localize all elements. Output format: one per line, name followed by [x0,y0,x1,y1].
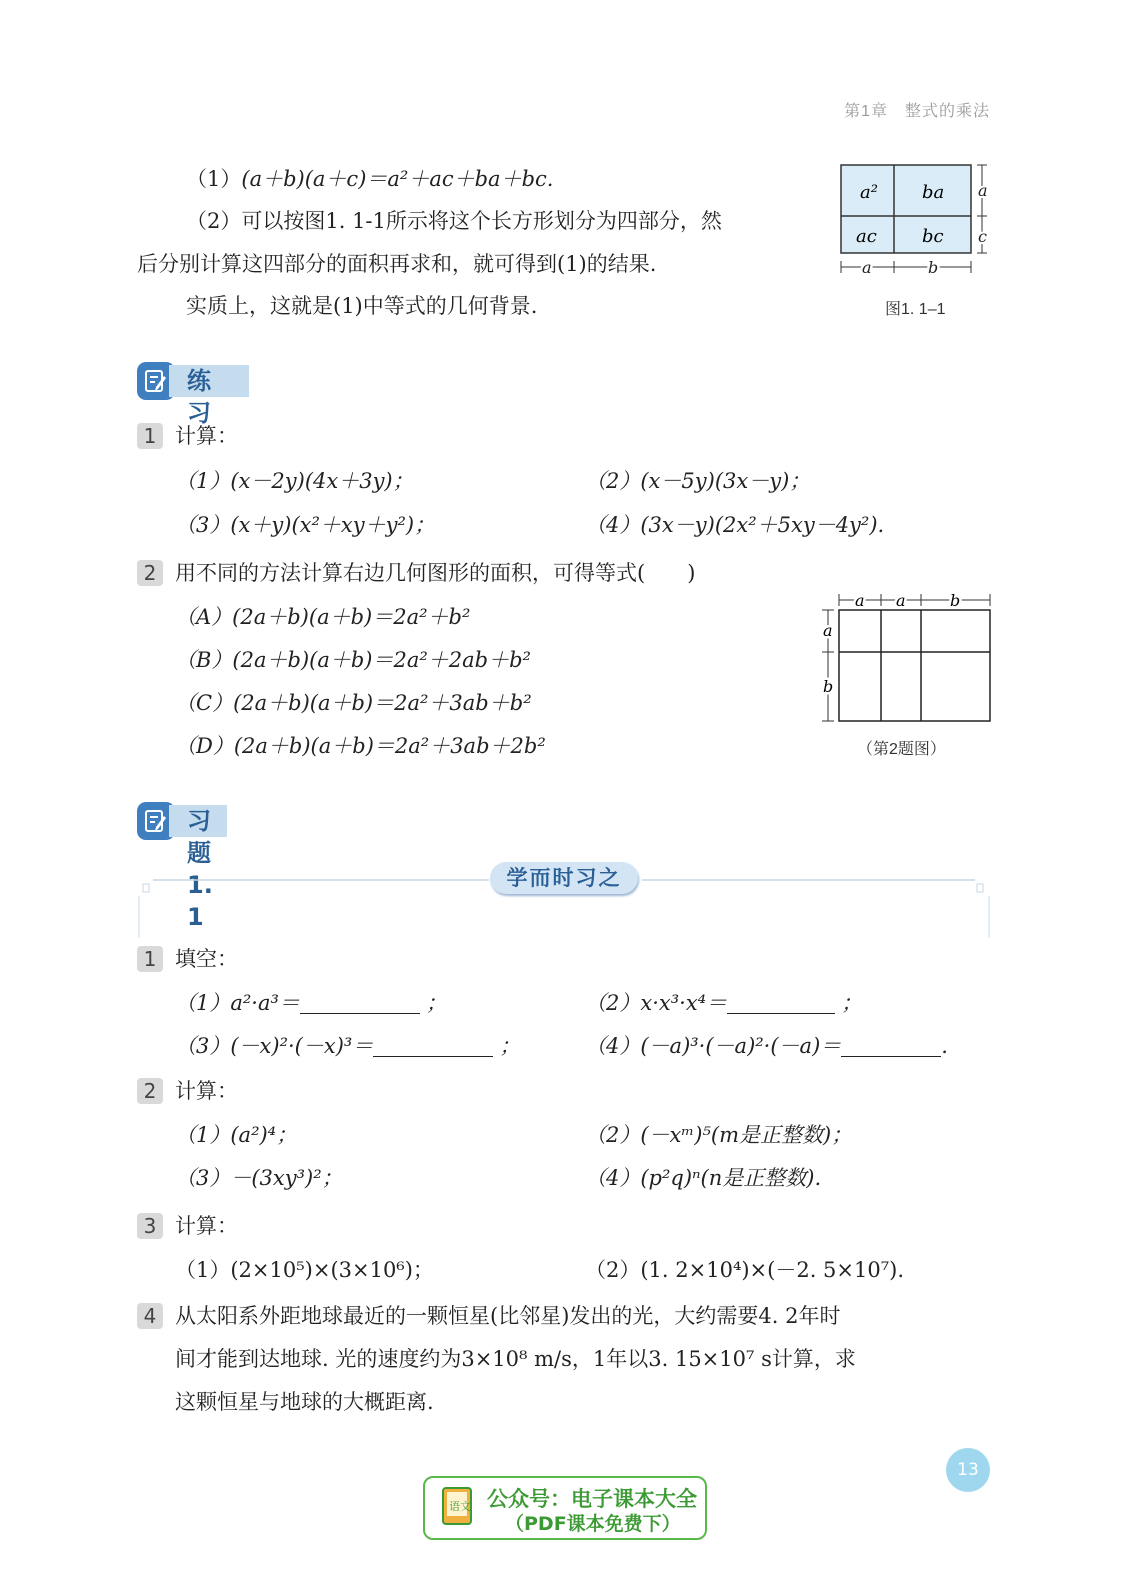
q2-dim-top-a2: a [896,591,906,610]
exercise-q2-item-2: （2）(－xᵐ)⁵(m是正整数)； [585,1123,853,1147]
watermark-line-1: 公众号：电子课本大全 [487,1487,697,1511]
dim-left-c: c [978,227,987,246]
fill-item-1-end: ； [425,991,447,1015]
exercise-q2-item-1: （1）(a²)⁴； [175,1123,298,1147]
exercise-q1-item-3 [175,1031,520,1061]
practice-q1-item-3: （3）(x＋y)(x²＋xy＋y²)； [175,513,436,537]
exercise-q1-prompt: 填空： [175,947,238,971]
figure-q2-caption: （第2题图） [857,741,946,758]
answer-blank-4[interactable] [841,1032,941,1057]
fill-item-3-end: ； [499,1034,521,1058]
intro-line-3: 后分别计算这四部分的面积再求和，就可得到(1)的结果. [137,252,657,276]
practice-q2-prompt: 用不同的方法计算右边几何图形的面积，可得等式( ) [175,561,696,585]
fill-item-2-expr: （2）x·x³·x⁴＝ [585,991,728,1015]
exercise-q1-item-2 [585,988,862,1018]
exercise-q4-line-3: 这颗恒星与地球的大概距离. [175,1390,434,1414]
exercise-q4-line-1: 从太阳系外距地球最近的一颗恒星(比邻星)发出的光，大约需要4. 2年时 [175,1304,841,1328]
book-icon-label: 语文 [449,1500,471,1513]
book-icon [437,1484,481,1532]
intro-line-2: （2）可以按图1. 1-1所示将这个长方形划分为四部分，然 [186,209,722,233]
exercise-q4-number: 4 [137,1303,163,1329]
practice-q1-item-2: （2）(x－5y)(3x－y)； [585,469,811,493]
exercise-q2-number: 2 [137,1078,163,1104]
exercise-q2-item-3: （3）－(3xy³)²； [175,1166,343,1190]
intro-line-1-prefix: （1） [186,167,242,191]
practice-q1-prompt: 计算： [175,424,238,448]
banner-xue-er-shi-xi: 学而时习之 [490,862,638,894]
practice-q1-number: 1 [137,423,163,449]
figure-q2-grid [815,588,997,724]
exercise-q1-item-1 [175,988,447,1018]
answer-blank-3[interactable] [373,1032,493,1057]
cell-ba: ba [922,182,945,203]
figure-1-caption: 图1. 1–1 [885,301,946,318]
practice-q1-item-1: （1）(x－2y)(4x＋3y)； [175,469,414,493]
practice-q2-option-c: （C）(2a＋b)(a＋b)＝2a²＋3ab＋b² [175,691,532,715]
practice-title: 练 习 [169,365,249,397]
cell-bc: bc [922,226,944,247]
exercise-q1-number: 1 [137,946,163,972]
figure-rectangle-areas [832,158,1002,283]
watermark-line-2: （PDF课本免费下） [505,1513,681,1535]
fill-item-4-expr: （4）(－a)³·(－a)²·(－a)＝ [585,1034,842,1058]
answer-blank-2[interactable] [727,989,835,1014]
exercise-q2-prompt: 计算： [175,1079,238,1103]
q2-dim-left-b: b [823,677,834,696]
practice-q2-option-a: （A）(2a＋b)(a＋b)＝2a²＋b² [175,605,471,629]
cell-ac: ac [856,226,877,247]
practice-q2-option-b: （B）(2a＋b)(a＋b)＝2a²＋2ab＋b² [175,648,531,672]
exercise-q3-item-2: （2）(1. 2×10⁴)×(－2. 5×10⁷). [585,1258,905,1282]
exercise-q4-line-2: 间才能到达地球. 光的速度约为3×10⁸ m/s，1年以3. 15×10⁷ s计算，求 [175,1347,856,1371]
intro-line-1-math: (a＋b)(a＋c)＝a²＋ac＋ba＋bc. [241,167,554,191]
fill-item-1-expr: （1）a²·a³＝ [175,991,300,1015]
practice-q2-option-d: （D）(2a＋b)(a＋b)＝2a²＋3ab＋2b² [175,734,546,758]
exercise-q3-prompt: 计算： [175,1214,238,1238]
intro-line-1 [186,164,553,194]
exercise-q2-item-4: （4）(p²q)ⁿ(n是正整数). [585,1166,822,1190]
fill-item-4-end: . [941,1034,948,1058]
practice-q2-number: 2 [137,560,163,586]
exercise-q1-item-4 [585,1031,948,1061]
exercise-title: 习题1. 1 [169,805,227,837]
exercise-q3-item-1: （1）(2×10⁵)×(3×10⁶)； [175,1258,434,1282]
answer-blank-1[interactable] [300,989,420,1014]
cell-a-squared: a² [860,182,878,203]
exercise-q3-number: 3 [137,1213,163,1239]
practice-q1-item-4: （4）(3x－y)(2x²＋5xy－4y²). [585,513,885,537]
dim-bottom-b: b [928,258,939,277]
watermark-box [423,1476,707,1540]
dim-bottom-a: a [862,258,872,277]
chapter-header: 第1章 整式的乘法 [844,103,990,120]
q2-dim-top-b: b [950,591,961,610]
page-number-badge: 13 [946,1448,990,1492]
fill-item-3-expr: （3）(－x)²·(－x)³＝ [175,1034,374,1058]
q2-dim-left-a: a [823,621,833,640]
intro-line-4: 实质上，这就是(1)中等式的几何背景. [186,294,538,318]
q2-dim-top-a1: a [855,591,865,610]
dim-left-a: a [978,181,988,200]
fill-item-2-end: ； [841,991,863,1015]
